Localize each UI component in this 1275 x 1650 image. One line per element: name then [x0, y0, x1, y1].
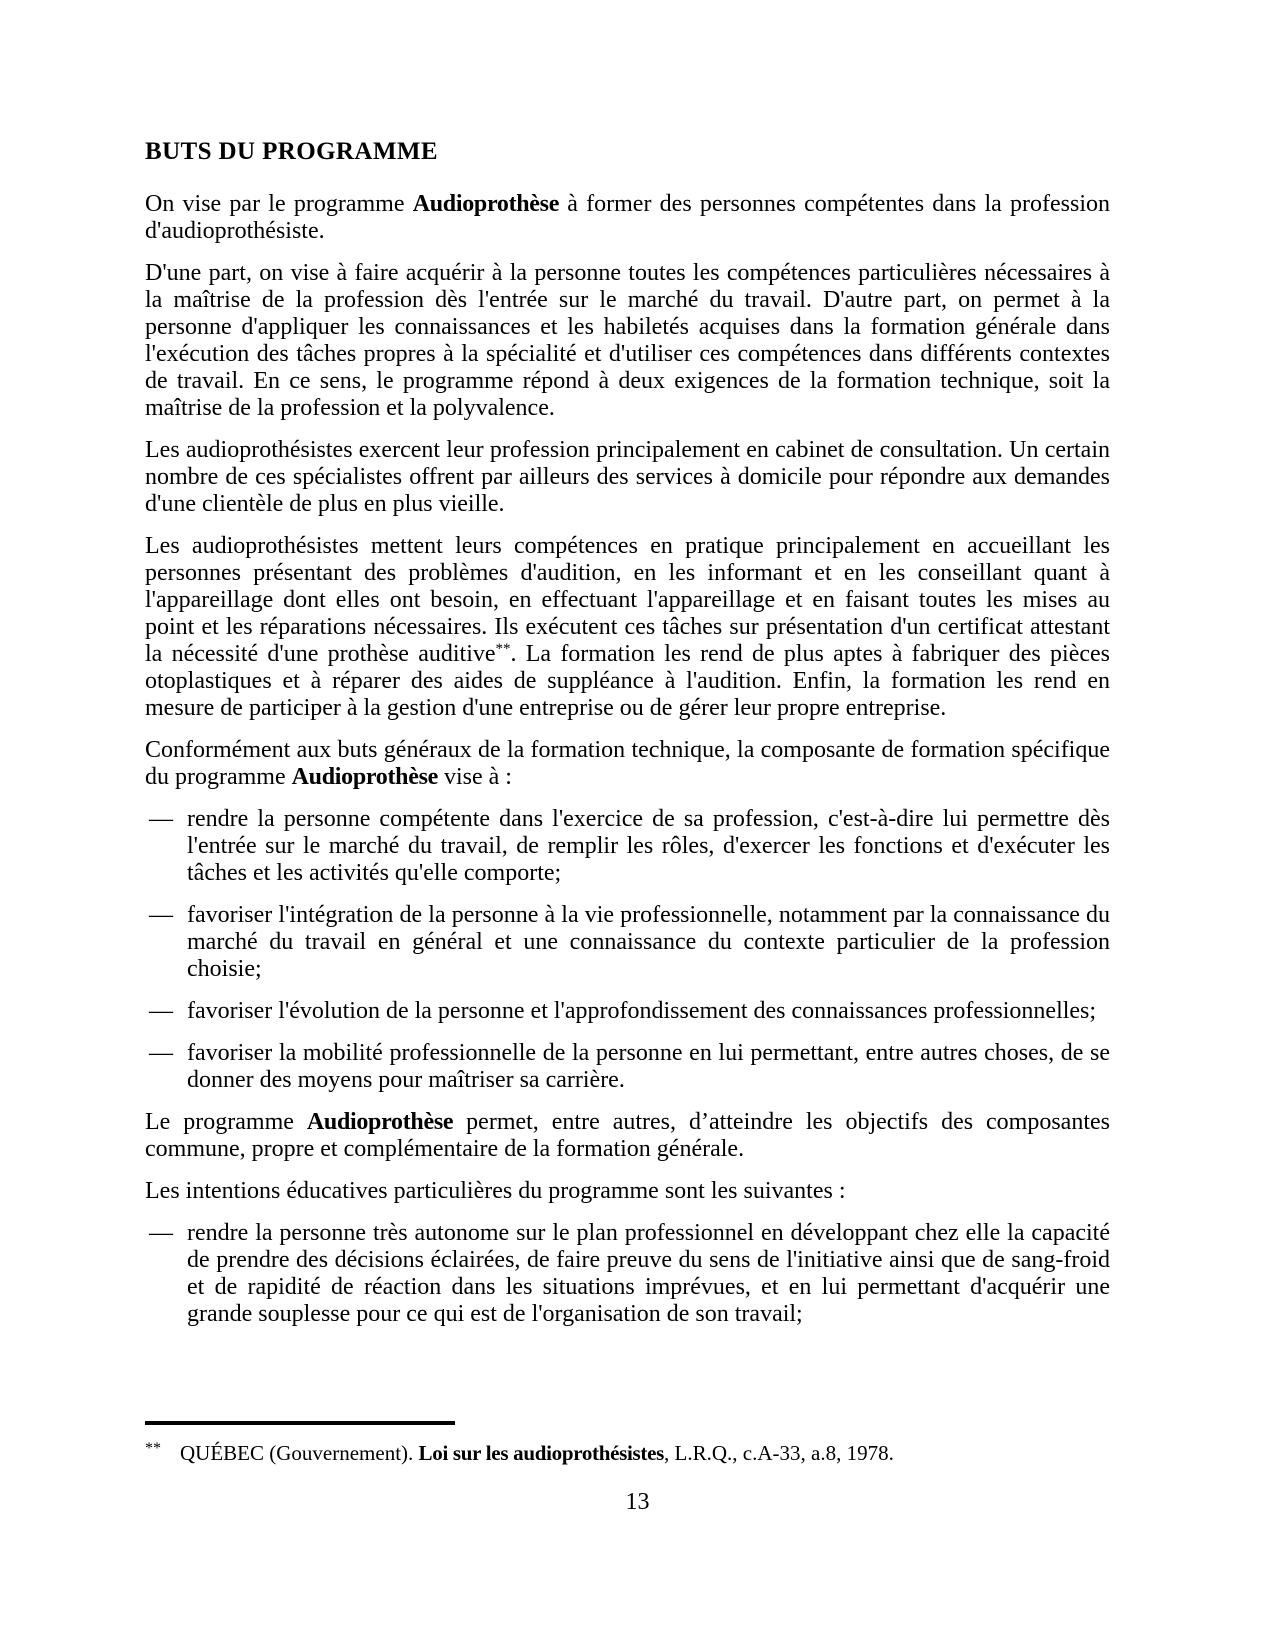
paragraph-text: permet, entre autres, d’atteindre les objectifs des composantes commune, propre et complémentaire de la formation générale.: [145, 1109, 1110, 1162]
footnote-marker: **: [145, 1440, 161, 1457]
footnote-rule: [145, 1421, 455, 1425]
dash-bullet: —: [149, 998, 173, 1024]
footnote-citation-detail: , L.R.Q., c.A-33, a.8, 1978.: [664, 1441, 894, 1465]
list-item-text: rendre la personne compétente dans l'exercice de sa profession, c'est-à-dire lui permettre dès l'entrée sur le marché du travail, de remplir les rôles, d'exercer les fonctions et d'exécuter les tâches et les activités qu'elle comporte;: [187, 806, 1110, 886]
footnote-law-title: Loi sur les audioprothésistes: [418, 1441, 665, 1465]
paragraph-text: Conformément aux buts généraux de la formation technique, la composante de formation spécifique du programme: [145, 737, 1110, 790]
footnote: [145, 1441, 1110, 1466]
dash-bullet: —: [149, 1220, 173, 1246]
paragraph-text: à former des personnes compétentes dans la profession d'audioprothésiste.: [145, 191, 1110, 244]
paragraph-conformement: [145, 737, 1110, 791]
paragraph-competences: [145, 533, 1110, 722]
program-name-emphasis: Audioprothèse: [306, 1109, 454, 1135]
footnote-citation: QUÉBEC (Gouvernement).: [180, 1441, 419, 1465]
list-item-text: favoriser l'intégration de la personne à la vie professionnelle, notamment par la connaissance du marché du travail en général et une connaissance du contexte particulier de la profession choisie;: [187, 902, 1110, 982]
paragraph-intro: [145, 191, 1110, 245]
page-title: BUTS DU PROGRAMME: [145, 138, 438, 165]
program-name-emphasis: Audioprothèse: [412, 191, 560, 217]
paragraph-intentions-intro: Les intentions éducatives particulières du programme sont les suivantes :: [145, 1178, 846, 1204]
paragraph-text: Les audioprothésistes mettent leurs compétences en pratique principalement en accueillant les personnes présentant des problèmes d'audition, en les informant et en les conseillant quant à l'appareillage dont elles ont besoin, en effectuant l'appareillage et en faisant toutes les mises au point et les réparations nécessaires. Ils exécutent ces tâches sur présentation d'un certificat attestant la nécessité d'une prothèse auditive: [145, 533, 1110, 667]
list-item-intention-1: [145, 1220, 1110, 1328]
footnote-reference-marker: **: [495, 641, 511, 657]
footnote-text: [180, 1441, 1110, 1466]
paragraph-cabinet: Les audioprothésistes exercent leur profession principalement en cabinet de consultation. Un certain nombre de ces spécialistes offrent par ailleurs des services à domicile pour répondre aux demandes d'une clientèle de plus en plus vieille.: [145, 437, 1110, 517]
paragraph-text: On vise par le programme: [145, 191, 413, 217]
paragraph-text: Le programme: [145, 1109, 307, 1135]
program-name-emphasis: Audioprothèse: [291, 764, 438, 790]
dash-bullet: —: [149, 1040, 173, 1066]
paragraph-text: . La formation les rend de plus aptes à fabriquer des pièces otoplastiques et à réparer des aides de suppléance à l'audition. Enfin, la formation les rend en mesure de participer à la gestion d'une entreprise ou de gérer leur propre entreprise.: [145, 641, 1110, 721]
paragraph-programme-permet: [145, 1109, 1110, 1163]
list-item-goal-1: [145, 806, 1110, 887]
dash-bullet: —: [149, 806, 173, 832]
list-item-text: favoriser la mobilité professionnelle de la personne en lui permettant, entre autres choses, de se donner des moyens pour maîtriser sa carrière.: [187, 1040, 1110, 1093]
paragraph-two-exigences: D'une part, on vise à faire acquérir à la personne toutes les compétences particulières nécessaires à la maîtrise de la profession dès l'entrée sur le marché du travail. D'autre part, on permet à la personne d'appliquer les connaissances et les habiletés acquises dans la formation générale dans l'exécution des tâches propres à la spécialité et d'utiliser ces compétences dans différents contextes de travail. En ce sens, le programme répond à deux exigences de la formation technique, soit la maîtrise de la profession et la polyvalence.: [145, 260, 1110, 421]
list-item-goal-4: [145, 1040, 1110, 1094]
paragraph-text: vise à :: [437, 764, 512, 790]
list-item-text: rendre la personne très autonome sur le plan professionnel en développant chez elle la capacité de prendre des décisions éclairées, de faire preuve du sens de l'initiative ainsi que de sang-froid et de rapidité de réaction dans les situations imprévues, et en lui permettant d'acquérir une grande souplesse pour ce qui est de l'organisation de son travail;: [187, 1220, 1110, 1327]
dash-bullet: —: [149, 902, 173, 928]
page-number: 13: [625, 1489, 650, 1515]
list-item-goal-3: [145, 998, 1110, 1025]
list-item-text: favoriser l'évolution de la personne et l'approfondissement des connaissances professionnelles;: [187, 998, 1097, 1024]
list-item-goal-2: [145, 902, 1110, 983]
